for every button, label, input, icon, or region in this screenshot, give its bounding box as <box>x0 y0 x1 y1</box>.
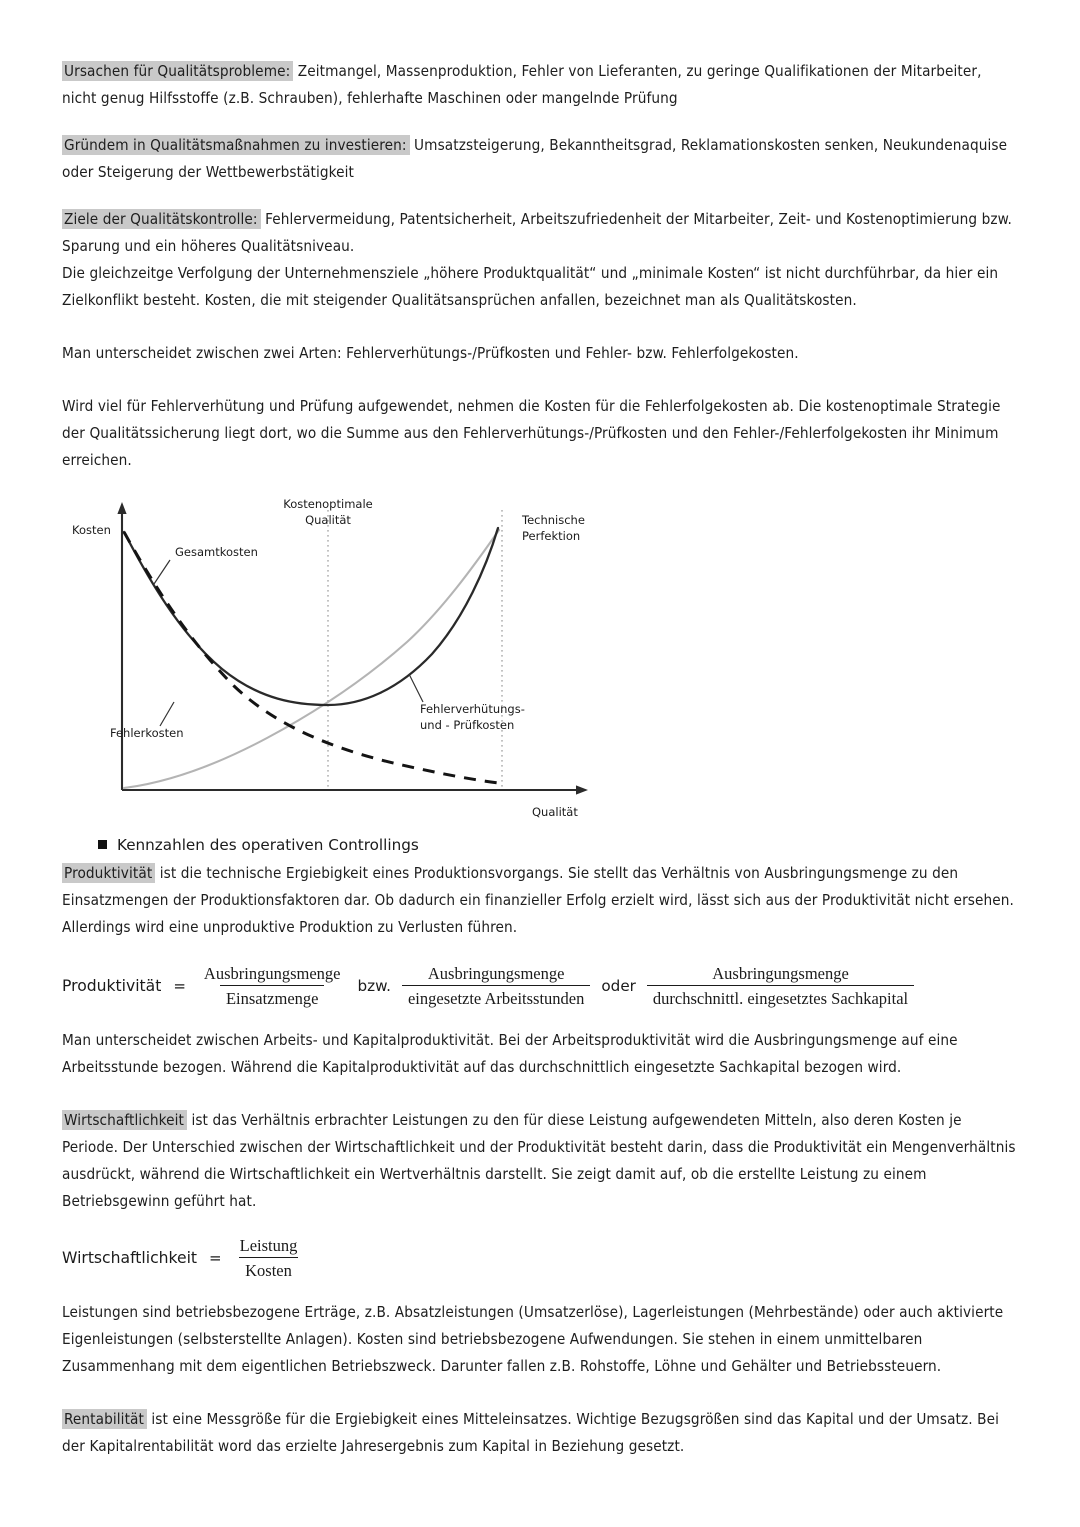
series-fehlerverhuetungs-pruefkosten <box>124 530 499 788</box>
paragraph-strategie: Wird viel für Fehlerverhütung und Prüfung aufgewendet, nehmen die Kosten für die Fehlerfolgekosten ab. Die kostenoptimale Strategie der Qualitätssicherung liegt dort, wo die Summe aus den Fehlerverhütungs-/Prüfkosten und den Fehler-/Fehlerfolgekosten ihr Minimum erreichen. <box>62 397 1001 469</box>
body-wirtschaftlichkeit: ist das Verhältnis erbrachter Leistungen zu den für diese Leistung aufgewendeten Mitteln, also deren Kosten je Periode. Der Unterschied zwischen der Wirtschaftlichkeit und der Produktivität besteht darin, dass die Produktivität ein Mengenverhältnis ausdrückt, während die Wirtschaftlichkeit ein Wertverhältnis darstellt. Sie zeigt damit auf, ob die erstellte Leistung zu einem Betriebsgewinn geführt hat. <box>62 1111 1016 1211</box>
paragraph-produktivitaet <box>62 860 1018 941</box>
label-gesamtkosten: Gesamtkosten <box>175 545 258 559</box>
body-ursachen: Zeitmangel, Massenproduktion, Fehler von Lieferanten, zu geringe Qualifikationen der Mitarbeiter, nicht genug Hilfsstoffe (z.B. Schrauben), fehlerhafte Maschinen oder mangelnde Prüfung <box>62 62 982 107</box>
paragraph-rentabilitaet <box>62 1406 1018 1460</box>
heading-produktivitaet: Produktivität <box>62 863 155 883</box>
term2-numerator: Ausbringungsmenge <box>427 964 565 983</box>
paragraph-gruende <box>62 132 1018 186</box>
y-axis-arrow <box>117 502 126 514</box>
label-fehlerverhuetungs-line1: Fehlerverhütungs- <box>420 702 525 716</box>
formula-produktivitaet-term1 <box>198 963 347 1009</box>
leader-gesamtkosten <box>154 560 170 584</box>
w-term1-denominator: Kosten <box>239 1257 298 1281</box>
formula-produktivitaet-term2 <box>402 963 590 1009</box>
paragraph-leistungen: Leistungen sind betriebsbezogene Erträge, z.B. Absatzleistungen (Umsatzerlöse), Lagerleistungen (Mehrbestände) oder auch aktivierte Eigenleistungen (selbsterstellte Anlagen). Kosten sind betriebsbezogene Aufwendungen. Sie stehen in einem unmittelbaren Zusammenhang mit dem eigentlichen Betriebszweck. Darunter fallen z.B. Rohstoffe, Löhne und Gehälter und Betriebssteuern. <box>62 1303 1004 1376</box>
formula-connector-bzw: bzw. <box>357 977 391 996</box>
paragraph-arbeits-kapital: Man unterscheidet zwischen Arbeits- und Kapitalproduktivität. Bei der Arbeitsproduktivität wird die Ausbringungsmenge auf eine Arbeitsstunde bezogen. Während die Kapitalproduktivität auf das durchschnittlich eingesetzte Sachkapital bezogen wird. <box>62 1031 958 1077</box>
leader-fehlerverhuetungs <box>409 674 423 702</box>
label-fehlerverhuetungs-line2: und - Prüfkosten <box>420 718 515 732</box>
heading-ziele: Ziele der Qualitätskontrolle: <box>62 209 261 229</box>
paragraph-zielkonflikt: Die gleichzeitge Verfolgung der Unternehmensziele „höhere Produktqualität“ und „minimale Kosten“ ist nicht durchführbar, da hier ein Zielkonflikt besteht. Kosten, die mit steigender Qualitätsansprüchen anfallen, bezeichnet man als Qualitätskosten. <box>62 264 999 309</box>
formula-produktivitaet <box>62 963 1018 1009</box>
formula-wirtschaftlichkeit-lhs: Wirtschaftlichkeit <box>62 1249 198 1268</box>
body-produktivitaet: ist die technische Ergiebigkeit eines Produktionsvorgangs. Sie stellt das Verhältnis von Ausbringungsmenge zu den Einsatzmengen der Produktionsfaktoren dar. Ob dadurch ein finanzieller Erfolg erzielt wird, lässt sich aus der Produktivität nicht ersehen. Allerdings wird eine unproduktive Produktion zu Verlusten führen. <box>62 864 1014 936</box>
term1-numerator: Ausbringungsmenge <box>203 964 341 983</box>
label-fehlerkosten: Fehlerkosten <box>110 726 184 740</box>
paragraph-ursachen <box>62 58 1018 112</box>
leader-fehlerkosten <box>160 702 174 726</box>
term2-denominator: eingesetzte Arbeitsstunden <box>402 985 590 1009</box>
body-rentabilitaet: ist eine Messgröße für die Ergiebigkeit eines Mitteleinsatzes. Wichtige Bezugsgrößen sind das Kapital und der Umsatz. Bei der Kapitalrentabilität word das erzielte Jahresergebnis zum Kapital in Beziehung gesetzt. <box>62 1410 1000 1456</box>
chart-svg <box>62 494 1018 824</box>
annotation-kostenoptimale-line2: Qualität <box>305 513 351 527</box>
paragraph-ziele <box>62 206 1018 260</box>
filled-square-bullet-icon <box>98 840 107 849</box>
quality-cost-chart <box>62 494 1018 824</box>
annotation-technische-line2: Perfektion <box>522 529 581 543</box>
document-content <box>62 58 1018 1480</box>
formula-connector-oder: oder <box>601 977 636 996</box>
y-axis-label: Kosten <box>72 523 111 537</box>
bullet-kennzahlen <box>98 832 1018 858</box>
annotation-kostenoptimale-line1: Kostenoptimale <box>283 497 373 511</box>
heading-ursachen: Ursachen für Qualitätsprobleme: <box>62 61 293 81</box>
formula-wirtschaftlichkeit-equals: = <box>209 1249 222 1268</box>
term3-numerator: Ausbringungsmenge <box>712 964 849 983</box>
term3-denominator: durchschnittl. eingesetztes Sachkapital <box>647 985 914 1009</box>
heading-rentabilitaet: Rentabilität <box>62 1409 147 1429</box>
term1-denominator: Einsatzmenge <box>220 985 325 1009</box>
annotation-technische-line1: Technische <box>522 513 585 527</box>
w-term1-numerator: Leistung <box>239 1236 298 1256</box>
body-gruende: Umsatzsteigerung, Bekanntheitsgrad, Reklamationskosten senken, Neukundenaquise oder Steigerung der Wettbewerbstätigkeit <box>62 136 1008 181</box>
x-axis-label: Qualität <box>532 805 578 819</box>
formula-wirtschaftlichkeit-term1 <box>234 1235 304 1281</box>
series-fehlerkosten <box>124 532 499 783</box>
formula-produktivitaet-lhs: Produktivität <box>62 977 162 996</box>
bullet-kennzahlen-label: Kennzahlen des operativen Controllings <box>117 836 419 854</box>
paragraph-wirtschaftlichkeit <box>62 1107 1018 1215</box>
paragraph-arten: Man unterscheidet zwischen zwei Arten: Fehlerverhütungs-/Prüfkosten und Fehler- bzw. Fehlerfolgekosten. <box>62 344 799 362</box>
body-ziele: Fehlervermeidung, Patentsicherheit, Arbeitszufriedenheit der Mitarbeiter, Zeit- und Kostenoptimierung bzw. Sparung und ein höheres Qualitätsniveau. <box>62 210 1012 255</box>
x-axis-arrow <box>576 785 588 794</box>
heading-gruende: Gründem in Qualitätsmaßnahmen zu investieren: <box>62 135 410 155</box>
formula-produktivitaet-equals: = <box>173 977 186 996</box>
formula-produktivitaet-term3 <box>647 963 914 1009</box>
heading-wirtschaftlichkeit: Wirtschaftlichkeit <box>62 1110 187 1130</box>
formula-wirtschaftlichkeit <box>62 1235 1018 1281</box>
